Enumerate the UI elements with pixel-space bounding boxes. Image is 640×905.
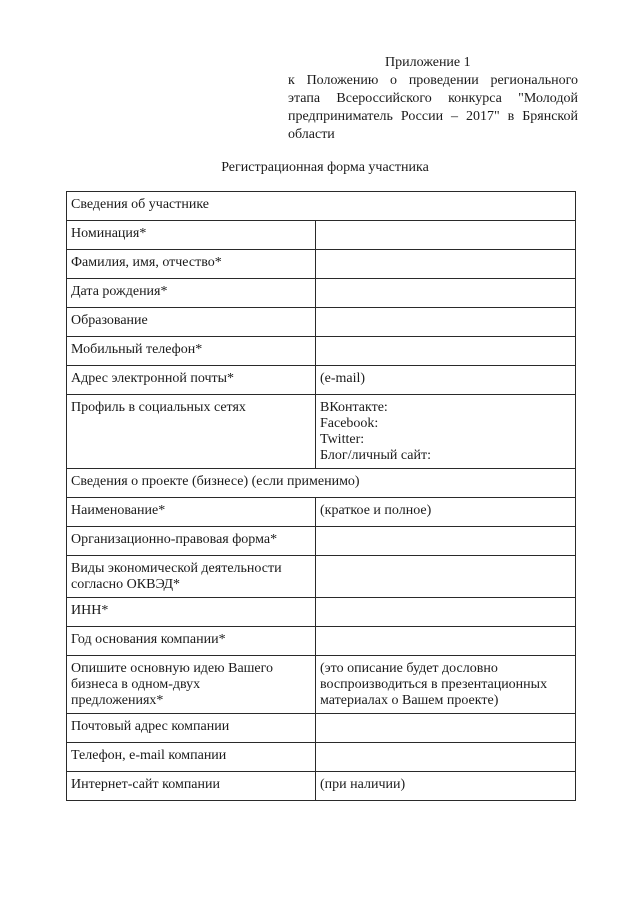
cell-text-line: Телефон, e-mail компании <box>71 748 227 763</box>
field-label-cell <box>67 627 316 656</box>
form-title: Регистрационная форма участника <box>221 160 429 175</box>
cell-text-line: Организационно-правовая форма* <box>71 532 278 547</box>
cell-text-line: согласно ОКВЭД* <box>71 577 181 592</box>
form-row <box>67 395 576 469</box>
form-row <box>67 279 576 308</box>
appendix-line: к Положению о проведении регионального <box>288 73 578 88</box>
form-row <box>67 656 576 714</box>
field-value-cell[interactable] <box>316 772 576 801</box>
form-row <box>67 250 576 279</box>
field-label-cell <box>67 598 316 627</box>
field-label-cell <box>67 221 316 250</box>
appendix-title: Приложение 1 <box>385 55 471 70</box>
section-heading: Сведения о проекте (бизнесе) (если применимо) <box>67 469 576 498</box>
cell-text-line: Адрес электронной почты* <box>71 371 235 386</box>
form-row <box>67 527 576 556</box>
field-value-cell[interactable] <box>316 714 576 743</box>
field-value-cell[interactable] <box>316 556 576 598</box>
section-heading: Сведения об участнике <box>67 192 576 221</box>
cell-text-line: Образование <box>71 313 148 328</box>
form-row <box>67 714 576 743</box>
field-label-cell <box>67 772 316 801</box>
field-label-cell <box>67 527 316 556</box>
cell-text-line: (это описание будет дословно <box>320 661 498 676</box>
field-label-cell <box>67 556 316 598</box>
cell-text-line: Интернет-сайт компании <box>71 777 220 792</box>
appendix-line: области <box>288 127 335 142</box>
cell-text-line: (краткое и полное) <box>320 503 432 518</box>
field-value-cell[interactable] <box>316 337 576 366</box>
field-value-cell[interactable] <box>316 308 576 337</box>
cell-text-line: бизнеса в одном-двух <box>71 677 201 692</box>
cell-text-line: Дата рождения* <box>71 284 168 299</box>
form-row <box>67 556 576 598</box>
form-row <box>67 627 576 656</box>
field-value-cell[interactable] <box>316 498 576 527</box>
cell-text-line: Наименование* <box>71 503 166 518</box>
cell-text-line: Мобильный телефон* <box>71 342 203 357</box>
section-heading-row <box>67 469 576 498</box>
field-value-cell[interactable] <box>316 656 576 714</box>
cell-text-line: (e-mail) <box>320 371 366 386</box>
form-row <box>67 772 576 801</box>
section-heading-row <box>67 192 576 221</box>
field-label-cell <box>67 743 316 772</box>
appendix-header <box>288 54 578 144</box>
field-value-cell[interactable] <box>316 627 576 656</box>
form-row <box>67 498 576 527</box>
registration-form-table <box>66 191 576 801</box>
cell-text-line: ВКонтакте: <box>320 400 388 415</box>
field-label-cell <box>67 308 316 337</box>
cell-text-line: материалах о Вашем проекте) <box>320 693 499 708</box>
field-value-cell[interactable] <box>316 598 576 627</box>
field-value-cell[interactable] <box>316 221 576 250</box>
cell-text-line: Опишите основную идею Вашего <box>71 661 274 676</box>
field-label-cell <box>67 337 316 366</box>
field-label-cell <box>67 714 316 743</box>
form-row <box>67 337 576 366</box>
cell-text-line: Блог/личный сайт: <box>320 448 431 463</box>
field-value-cell[interactable] <box>316 250 576 279</box>
field-value-cell[interactable] <box>316 366 576 395</box>
cell-text-line: Фамилия, имя, отчество* <box>71 255 222 270</box>
field-value-cell[interactable] <box>316 395 576 469</box>
field-value-cell[interactable] <box>316 527 576 556</box>
cell-text-line: Facebook: <box>320 416 379 431</box>
cell-text-line: Год основания компании* <box>71 632 226 647</box>
form-row <box>67 743 576 772</box>
field-value-cell[interactable] <box>316 743 576 772</box>
form-row <box>67 221 576 250</box>
cell-text-line: Виды экономической деятельности <box>71 561 282 576</box>
cell-text-line: Профиль в социальных сетях <box>71 400 246 415</box>
cell-text-line: Номинация* <box>71 226 147 241</box>
appendix-line: предприниматель России – 2017" в Брянской <box>288 109 578 124</box>
form-row <box>67 598 576 627</box>
field-label-cell <box>67 656 316 714</box>
cell-text-line: ИНН* <box>71 603 109 618</box>
field-label-cell <box>67 498 316 527</box>
cell-text-line: Twitter: <box>320 432 365 447</box>
cell-text-line: предложениях* <box>71 693 164 708</box>
field-label-cell <box>67 279 316 308</box>
form-row <box>67 308 576 337</box>
appendix-line: этапа Всероссийского конкурса "Молодой <box>288 91 578 106</box>
cell-text-line: (при наличии) <box>320 777 406 792</box>
form-body <box>67 192 576 801</box>
field-value-cell[interactable] <box>316 279 576 308</box>
field-label-cell <box>67 395 316 469</box>
cell-text-line: Почтовый адрес компании <box>71 719 230 734</box>
cell-text-line: воспроизводиться в презентационных <box>320 677 548 692</box>
field-label-cell <box>67 366 316 395</box>
form-row <box>67 366 576 395</box>
field-label-cell <box>67 250 316 279</box>
